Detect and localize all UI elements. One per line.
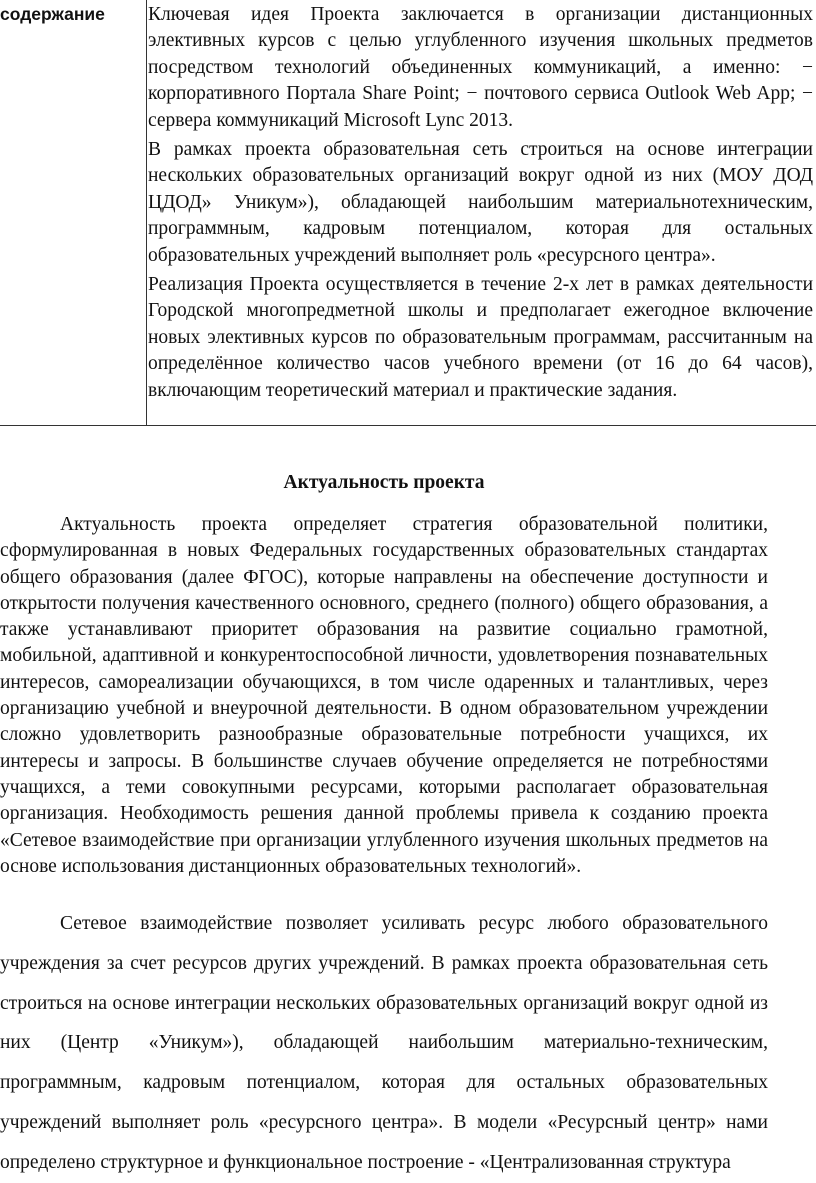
table-bottom-border: [0, 425, 816, 426]
content-table: [0, 0, 816, 426]
column-divider: [146, 0, 147, 426]
cell-paragraph-key-idea: Ключевая идея Проекта заключается в организации дистанционных элективных курсов с целью углубленного изучения школьных предметов посредством технологий объединенных коммуникаций, а именно: − корпоративного Портала Share Point; − почтового сервиса Outlook Web App; − сервера коммуникаций Microsoft Lync 2013.: [148, 4, 813, 131]
paragraph-network-interaction: Сетевое взаимодействие позволяет усиливать ресурс любого образовательного учреждения за счет ресурсов других учреждений. В рамках проекта образовательная сеть строиться на основе интеграции нескольких образовательных организаций вокруг одной из них (Центр «Уникум»), обладающей наибольшим материально-техническим, программным, кадровым потенциалом, которая для остальных образовательных учреждений выполняет роль «ресурсного центра». В модели «Ресурсный центр» нами определено структурное и функциональное построение - «Централизованная структура: [0, 913, 768, 1173]
content-cell: [148, 2, 813, 407]
section-title: Актуальность проекта: [283, 472, 485, 493]
cell-paragraph-network: В рамках проекта образовательная сеть строиться на основе интеграции нескольких образовательных организаций вокруг одной из них (МОУ ДОД ЦДОД» Уникум»), обладающей наибольшим материальнотехническим, программным, кадровым потенциалом, которая для остальных образовательных учреждений выполняет роль «ресурсного центра».: [148, 139, 813, 266]
row-label: содержание: [0, 4, 105, 24]
paragraph-relevance: Актуальность проекта определяет стратегия образовательной политики, сформулированная в новых Федеральных государственных образовательных стандартах общего образования (далее ФГОС), которые направлены на обеспечение доступности и открытости получения качественного основного, среднего (полного) общего образования, а также устанавливают приоритет образования на развитие социально грамотной, мобильной, адаптивной и конкурентоспособной личности, удовлетворения познавательных интересов, самореализации обучающихся, в том числе одаренных и талантливых, через организацию учебной и внеурочной деятельности. В одном образовательном учреждении сложно удовлетворить разнообразные образовательные потребности учащихся, их интересы и запросы. В большинстве случаев обучение определяется не потребностями учащихся, а теми совокупными ресурсами, которыми располагает образовательная организация. Необходимость решения данной проблемы привела к созданию проекта «Сетевое взаимодействие при организации углубленного изучения школьных предметов на основе использования дистанционных образовательных технологий».: [0, 514, 768, 877]
cell-paragraph-implementation: Реализация Проекта осуществляется в течение 2-х лет в рамках деятельности Городской многопредметной школы и предполагает ежегодное включение новых элективных курсов по образовательным программам, рассчитанным на определённое количество часов учебного времени (от 16 до 64 часов), включающим теоретический материал и практические задания.: [148, 274, 813, 401]
